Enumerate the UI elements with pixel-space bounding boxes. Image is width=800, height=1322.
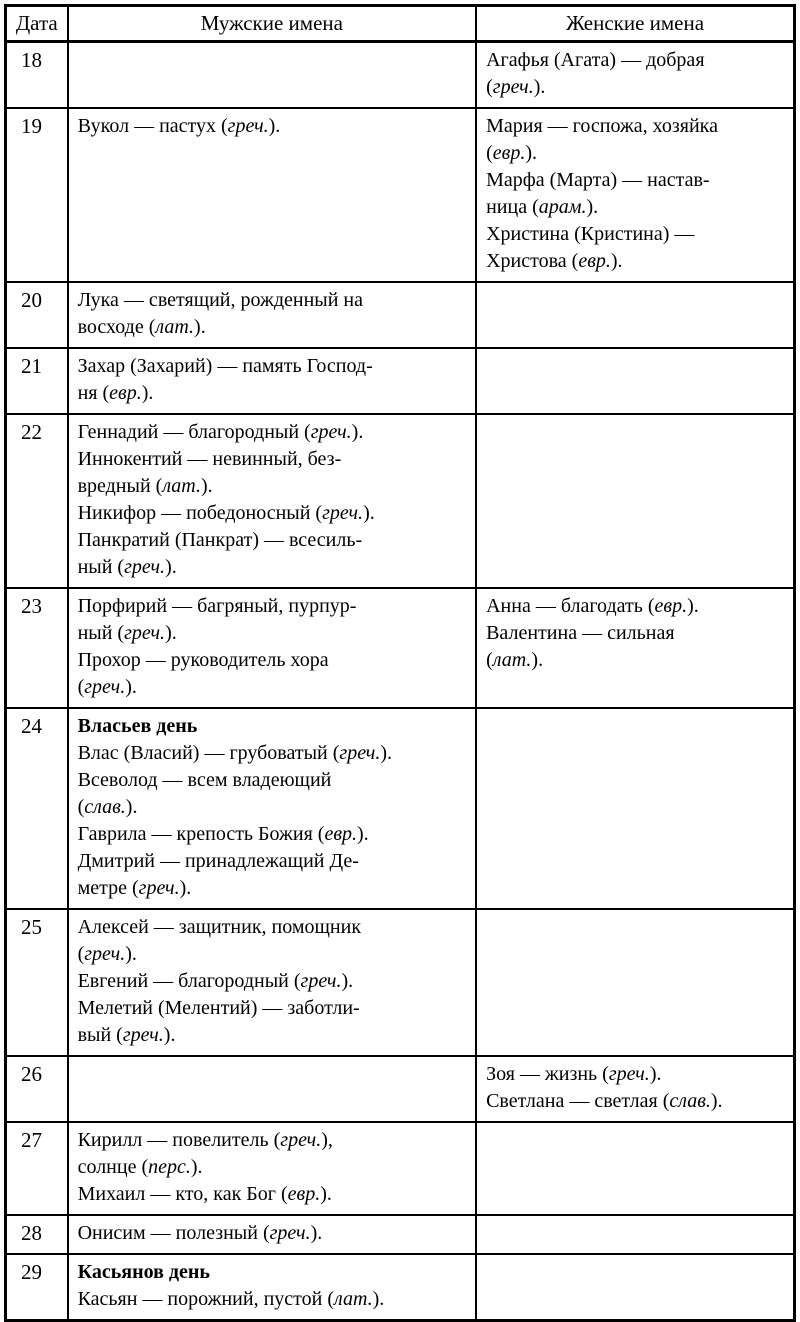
- name-entry-line: [78, 1220, 467, 1247]
- male-names-cell: [68, 1056, 477, 1122]
- date-cell: 27: [6, 1122, 68, 1215]
- name-text: Онисим — полезный (: [77, 1222, 270, 1244]
- origin-abbreviation: греч.: [124, 556, 166, 578]
- name-text: ).: [200, 475, 213, 497]
- table-row: [6, 282, 795, 348]
- male-names-cell: [68, 588, 477, 708]
- name-entry-line: [486, 620, 784, 647]
- female-names-cell: [476, 1122, 794, 1215]
- name-text: Агафья (Агата) — добрая: [486, 49, 705, 71]
- table-row: [6, 708, 795, 909]
- name-entry-line: [78, 767, 467, 794]
- female-names-cell: [476, 1215, 794, 1254]
- name-days-table: [4, 4, 796, 1322]
- name-text: Валентина — сильная: [486, 622, 675, 644]
- table-row: [6, 42, 795, 109]
- name-text: солнце (: [77, 1156, 149, 1178]
- origin-abbreviation: евр.: [109, 382, 142, 404]
- date-cell: 23: [6, 588, 68, 708]
- table-row: [6, 414, 795, 588]
- name-entry-line: [78, 287, 467, 314]
- name-text: ).: [531, 649, 544, 671]
- origin-abbreviation: греч.: [84, 943, 126, 965]
- name-text: ).: [194, 316, 206, 338]
- name-text: ).: [363, 502, 375, 524]
- name-text: Панкратий (Панкрат) — всесиль-: [77, 529, 363, 551]
- origin-abbreviation: греч.: [280, 1129, 322, 1151]
- name-text: ).: [533, 76, 546, 98]
- male-names-cell: [68, 1215, 477, 1254]
- female-names-cell: [476, 348, 794, 414]
- name-entry-line: [78, 821, 467, 848]
- holiday-name: Власьев день: [77, 715, 198, 737]
- name-text: Мария — госпожа, хозяйка: [486, 115, 718, 137]
- name-text: Кирилл — повелитель (: [77, 1129, 281, 1151]
- date-cell: 29: [6, 1254, 68, 1321]
- name-text: ).: [125, 943, 137, 965]
- female-names-cell: [476, 909, 794, 1056]
- origin-abbreviation: евр.: [492, 142, 526, 164]
- name-text: Михаил — кто, как Бог (: [77, 1183, 288, 1205]
- name-text: ).: [125, 796, 138, 818]
- name-text: Касьян — порожний, пустой (: [77, 1288, 334, 1310]
- table-row: [6, 1215, 795, 1254]
- name-entry-line: [78, 794, 467, 821]
- name-entry-line: [78, 1286, 467, 1313]
- name-text: (: [77, 676, 85, 698]
- name-text: Влас (Власий) — грубоватый (: [77, 742, 340, 764]
- name-entry-line: [78, 1127, 467, 1154]
- male-names-cell: [68, 909, 477, 1056]
- name-text: (: [486, 649, 493, 671]
- origin-abbreviation: евр.: [578, 250, 611, 272]
- origin-abbreviation: греч.: [492, 76, 534, 98]
- name-entry-line: [486, 221, 784, 248]
- table-header: [6, 6, 795, 42]
- name-text: вредный (: [77, 475, 163, 497]
- origin-abbreviation: слав.: [669, 1090, 711, 1112]
- date-cell: 22: [6, 414, 68, 588]
- date-cell: 21: [6, 348, 68, 414]
- female-names-cell: [476, 42, 794, 109]
- name-text: Геннадий — благородный (: [77, 421, 311, 443]
- name-entry-line: [78, 674, 467, 701]
- female-names-cell: [476, 1056, 794, 1122]
- name-text: ).: [586, 196, 599, 218]
- name-text: Гаврила — крепость Божия (: [77, 823, 325, 845]
- female-names-cell: [476, 588, 794, 708]
- origin-abbreviation: евр.: [287, 1183, 321, 1205]
- name-text: Светлана — светлая (: [486, 1090, 670, 1112]
- name-entry-line: [486, 1088, 784, 1115]
- name-entry-line: [78, 353, 467, 380]
- female-names-cell: [476, 414, 794, 588]
- name-text: ).: [125, 676, 137, 698]
- name-entry-line: [78, 713, 467, 740]
- table-row: [6, 909, 795, 1056]
- name-entry-line: [78, 941, 467, 968]
- origin-abbreviation: греч.: [138, 877, 180, 899]
- name-entry-line: [78, 473, 467, 500]
- name-text: ).: [165, 622, 177, 644]
- name-entry-line: [78, 740, 467, 767]
- table-row: [6, 588, 795, 708]
- holiday-name: Касьянов день: [77, 1261, 211, 1283]
- origin-abbreviation: лат.: [155, 316, 195, 338]
- name-text: ).: [320, 1183, 332, 1205]
- name-text: Всеволод — всем владеющий: [77, 769, 332, 791]
- name-entry-line: [78, 1259, 467, 1286]
- name-text: ).: [310, 1222, 323, 1244]
- name-text: метре (: [77, 877, 139, 899]
- name-text: (: [486, 76, 493, 98]
- name-entry-line: [78, 419, 467, 446]
- date-cell: 26: [6, 1056, 68, 1122]
- name-text: ).: [190, 1156, 203, 1178]
- name-text: Мелетий (Мелентий) — заботли-: [77, 997, 360, 1019]
- date-cell: 24: [6, 708, 68, 909]
- name-text: ).: [179, 877, 192, 899]
- header-row: [6, 6, 795, 42]
- origin-abbreviation: арам.: [538, 196, 587, 218]
- origin-abbreviation: лат.: [333, 1288, 373, 1310]
- name-text: Марфа (Марта) — настав-: [486, 169, 710, 191]
- name-text: ный (: [77, 622, 125, 644]
- name-entry-line: [486, 194, 784, 221]
- origin-abbreviation: греч.: [300, 970, 342, 992]
- male-names-cell: [68, 42, 477, 109]
- table-body: [6, 42, 795, 1321]
- name-text: ).: [268, 115, 281, 137]
- table-row: [6, 1254, 795, 1321]
- male-names-cell: [68, 1122, 477, 1215]
- origin-abbreviation: евр.: [654, 595, 688, 617]
- name-text: ).: [710, 1090, 723, 1112]
- name-entry-line: [486, 593, 784, 620]
- column-header-female-names: Женские имена: [476, 6, 794, 42]
- name-entry-line: [486, 167, 784, 194]
- name-text: вый (: [77, 1024, 123, 1046]
- name-entry-line: [486, 1061, 784, 1088]
- name-text: Христова (: [486, 250, 579, 272]
- origin-abbreviation: греч.: [122, 1024, 164, 1046]
- name-entry-line: [486, 47, 784, 74]
- name-entry-line: [78, 875, 467, 902]
- origin-abbreviation: евр.: [324, 823, 357, 845]
- female-names-cell: [476, 708, 794, 909]
- name-text: Захар (Захарий) — память Господ-: [77, 355, 373, 377]
- name-text: ),: [321, 1129, 333, 1151]
- origin-abbreviation: греч.: [608, 1063, 650, 1085]
- date-cell: 20: [6, 282, 68, 348]
- name-entry-line: [78, 446, 467, 473]
- female-names-cell: [476, 282, 794, 348]
- name-text: ).: [610, 250, 623, 272]
- table-row: [6, 1122, 795, 1215]
- table-row: [6, 1056, 795, 1122]
- name-text: Анна — благодать (: [486, 595, 655, 617]
- name-text: Евгений — благородный (: [77, 970, 301, 992]
- name-text: Порфирий — багряный, пурпур-: [77, 595, 357, 617]
- name-text: ).: [525, 142, 537, 164]
- name-text: ).: [163, 1024, 176, 1046]
- date-cell: 28: [6, 1215, 68, 1254]
- date-cell: 19: [6, 108, 68, 282]
- name-text: Иннокентий — невинный, без-: [77, 448, 342, 470]
- name-entry-line: [78, 593, 467, 620]
- origin-abbreviation: греч.: [124, 622, 166, 644]
- name-entry-line: [486, 74, 784, 101]
- origin-abbreviation: греч.: [310, 421, 352, 443]
- origin-abbreviation: греч.: [322, 502, 364, 524]
- origin-abbreviation: слав.: [84, 796, 126, 818]
- origin-abbreviation: греч.: [269, 1222, 311, 1244]
- name-text: ный (: [77, 556, 125, 578]
- name-entry-line: [78, 1181, 467, 1208]
- name-entry-line: [78, 380, 467, 407]
- name-text: ).: [357, 823, 369, 845]
- table-row: [6, 108, 795, 282]
- name-entry-line: [78, 113, 467, 140]
- name-text: ).: [141, 382, 154, 404]
- name-text: восходе (: [77, 316, 156, 338]
- name-text: ).: [341, 970, 354, 992]
- name-text: ).: [649, 1063, 662, 1085]
- name-entry-line: [78, 527, 467, 554]
- name-text: Зоя — жизнь (: [486, 1063, 609, 1085]
- date-cell: 18: [6, 42, 68, 109]
- male-names-cell: [68, 282, 477, 348]
- name-entry-line: [486, 140, 784, 167]
- origin-abbreviation: греч.: [84, 676, 126, 698]
- name-text: Никифор — победоносный (: [77, 502, 323, 524]
- name-text: ).: [380, 742, 393, 764]
- name-text: Дмитрий — принадлежащий Де-: [77, 850, 359, 872]
- male-names-cell: [68, 708, 477, 909]
- male-names-cell: [68, 1254, 477, 1321]
- name-entry-line: [78, 1154, 467, 1181]
- date-cell: 25: [6, 909, 68, 1056]
- origin-abbreviation: лат.: [162, 475, 201, 497]
- name-entry-line: [486, 113, 784, 140]
- origin-abbreviation: перс.: [148, 1156, 191, 1178]
- table-row: [6, 348, 795, 414]
- name-text: (: [77, 943, 85, 965]
- name-text: ).: [351, 421, 364, 443]
- name-entry-line: [78, 620, 467, 647]
- name-text: Прохор — руководитель хора: [77, 649, 329, 671]
- origin-abbreviation: греч.: [227, 115, 269, 137]
- name-entry-line: [486, 647, 784, 674]
- name-entry-line: [486, 248, 784, 275]
- male-names-cell: [68, 348, 477, 414]
- name-entry-line: [78, 914, 467, 941]
- name-entry-line: [78, 968, 467, 995]
- male-names-cell: [68, 108, 477, 282]
- name-text: ).: [687, 595, 699, 617]
- name-text: ).: [165, 556, 177, 578]
- name-text: Лука — светящий, рожденный на: [77, 289, 363, 311]
- female-names-cell: [476, 1254, 794, 1321]
- name-entry-line: [78, 554, 467, 581]
- origin-abbreviation: греч.: [339, 742, 381, 764]
- name-entry-line: [78, 500, 467, 527]
- name-entry-line: [78, 995, 467, 1022]
- name-entry-line: [78, 647, 467, 674]
- name-entry-line: [78, 1022, 467, 1049]
- name-text: ня (: [77, 382, 110, 404]
- column-header-male-names: Мужские имена: [68, 6, 477, 42]
- name-entry-line: [78, 848, 467, 875]
- name-entry-line: [78, 314, 467, 341]
- female-names-cell: [476, 108, 794, 282]
- name-text: (: [77, 796, 85, 818]
- name-text: ница (: [486, 196, 539, 218]
- name-text: Вукол — пастух (: [77, 115, 228, 137]
- origin-abbreviation: лат.: [492, 649, 532, 671]
- name-text: (: [486, 142, 493, 164]
- name-text: ).: [372, 1288, 385, 1310]
- name-text: Алексей — защитник, помощник: [77, 916, 362, 938]
- male-names-cell: [68, 414, 477, 588]
- name-text: Христина (Кристина) —: [486, 223, 695, 245]
- column-header-date: Дата: [6, 6, 68, 42]
